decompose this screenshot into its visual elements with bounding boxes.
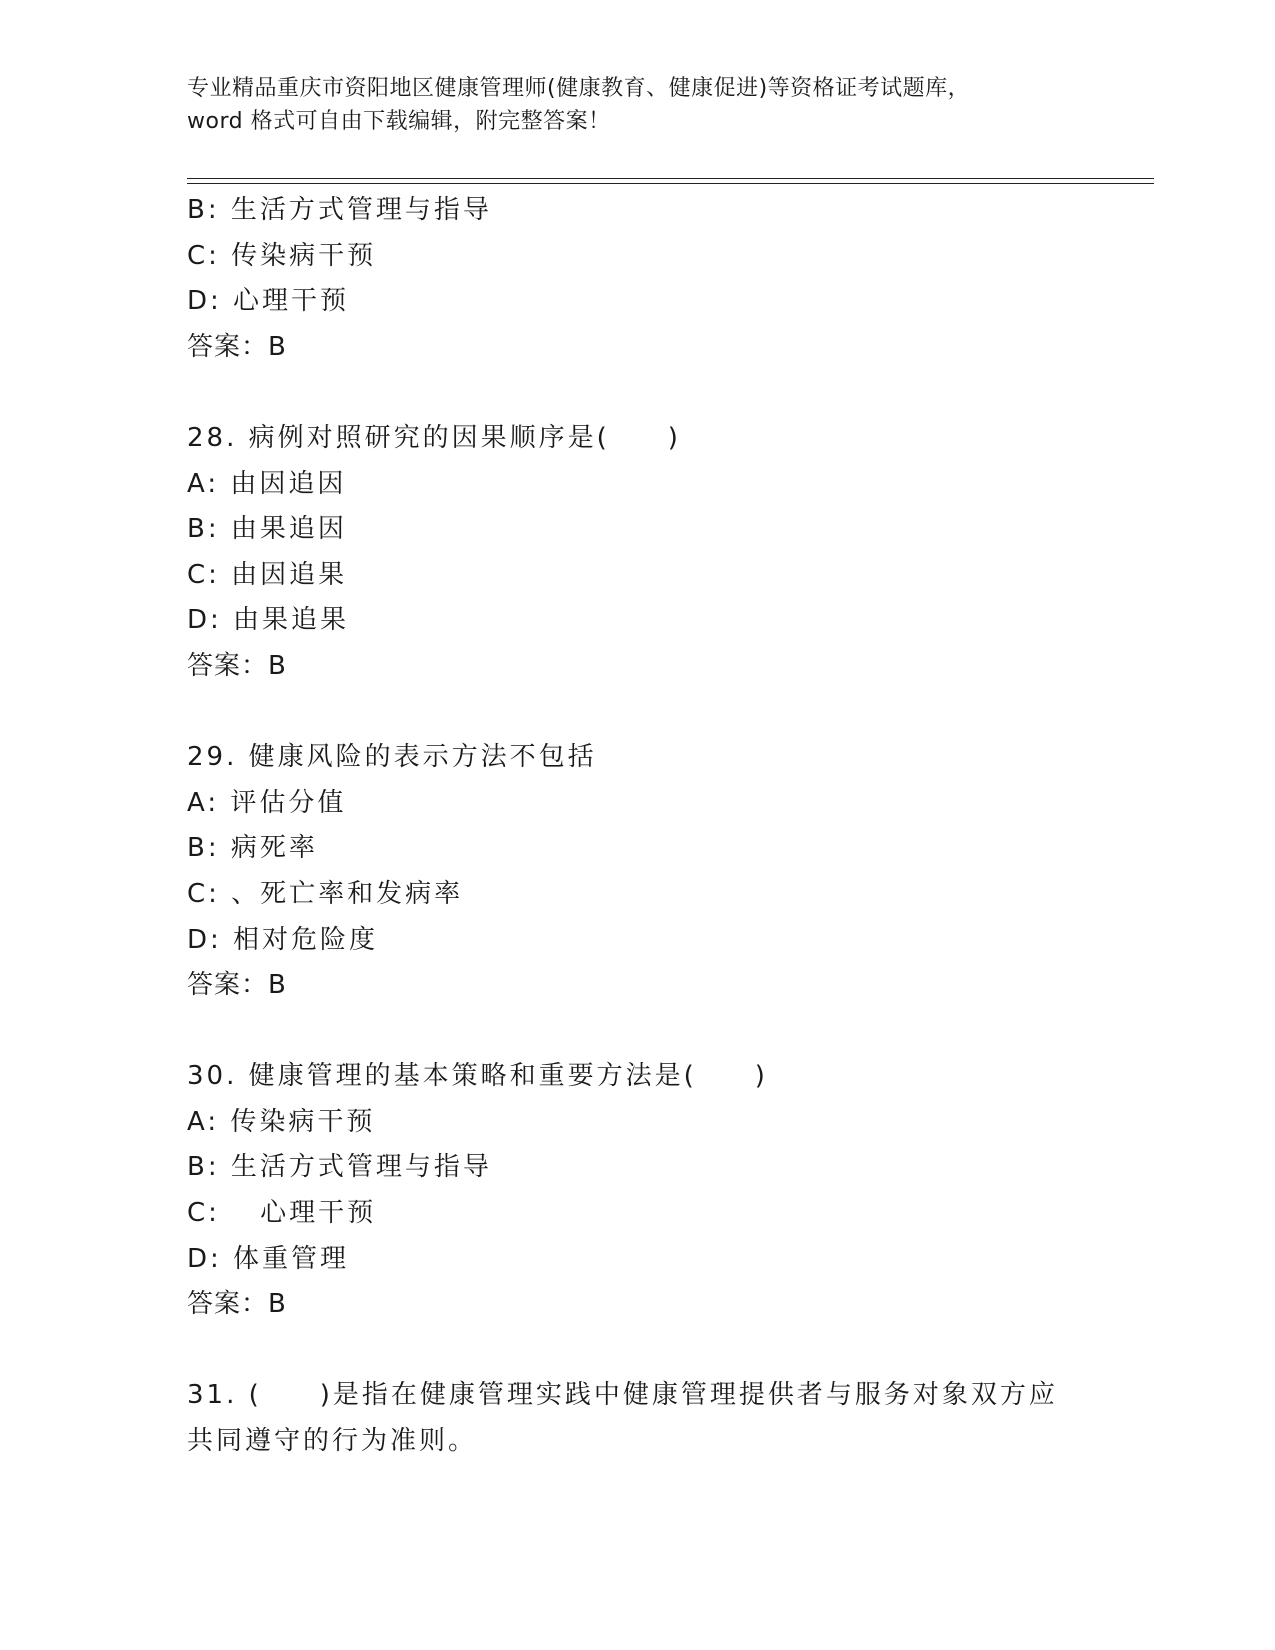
option-d: D: 心理干预 (187, 286, 350, 317)
question-text: 30. 健康管理的基本策略和重要方法是( ) (187, 1061, 768, 1092)
question-text: 31. ( )是指在健康管理实践中健康管理提供者与服务对象双方应共同遵守的行为准则。 (187, 1380, 1058, 1457)
answer-label: 答案：B (187, 970, 287, 1001)
option-a: A: 由因追因 (187, 468, 347, 499)
option-a: A: 评估分值 (187, 787, 347, 818)
answer-label: 答案：B (187, 331, 287, 362)
option-a: A: 传染病干预 (187, 1106, 376, 1137)
document-header (187, 72, 1067, 138)
option-c: C: 心理干预 (187, 1198, 377, 1229)
option-c: C: 由因追果 (187, 559, 348, 590)
question-block-27 (187, 188, 1087, 370)
header-divider-bottom (187, 183, 1154, 184)
question-list (187, 188, 1087, 1465)
header-divider-top (187, 178, 1154, 179)
option-b: B: 生活方式管理与指导 (187, 1152, 492, 1183)
option-b: B: 病死率 (187, 833, 318, 864)
option-c: C: 、死亡率和发病率 (187, 878, 464, 909)
spacer (187, 690, 1087, 736)
answer-label: 答案：B (187, 1289, 287, 1320)
question-text: 28. 病例对照研究的因果顺序是( ) (187, 422, 681, 453)
question-block-30 (187, 1054, 1087, 1328)
option-d: D: 相对危险度 (187, 924, 379, 955)
spacer (187, 370, 1087, 416)
option-d: D: 由果追果 (187, 605, 350, 636)
question-text: 29. 健康风险的表示方法不包括 (187, 742, 597, 773)
answer-label: 答案：B (187, 650, 287, 681)
option-b: B: 生活方式管理与指导 (187, 195, 492, 225)
question-block-29 (187, 735, 1087, 1009)
option-b: B: 由果追因 (187, 514, 347, 545)
spacer (187, 1009, 1087, 1055)
option-d: D: 体重管理 (187, 1243, 350, 1274)
question-block-28 (187, 416, 1087, 690)
header-line-2: word 格式可自由下载编辑，附完整答案！ (187, 109, 611, 134)
spacer (187, 1328, 1087, 1374)
header-line-1: 专业精品重庆市资阳地区健康管理师(健康教育、健康促进)等资格证考试题库， (187, 76, 971, 101)
question-block-31 (187, 1373, 1087, 1464)
option-c: C: 传染病干预 (187, 240, 377, 271)
